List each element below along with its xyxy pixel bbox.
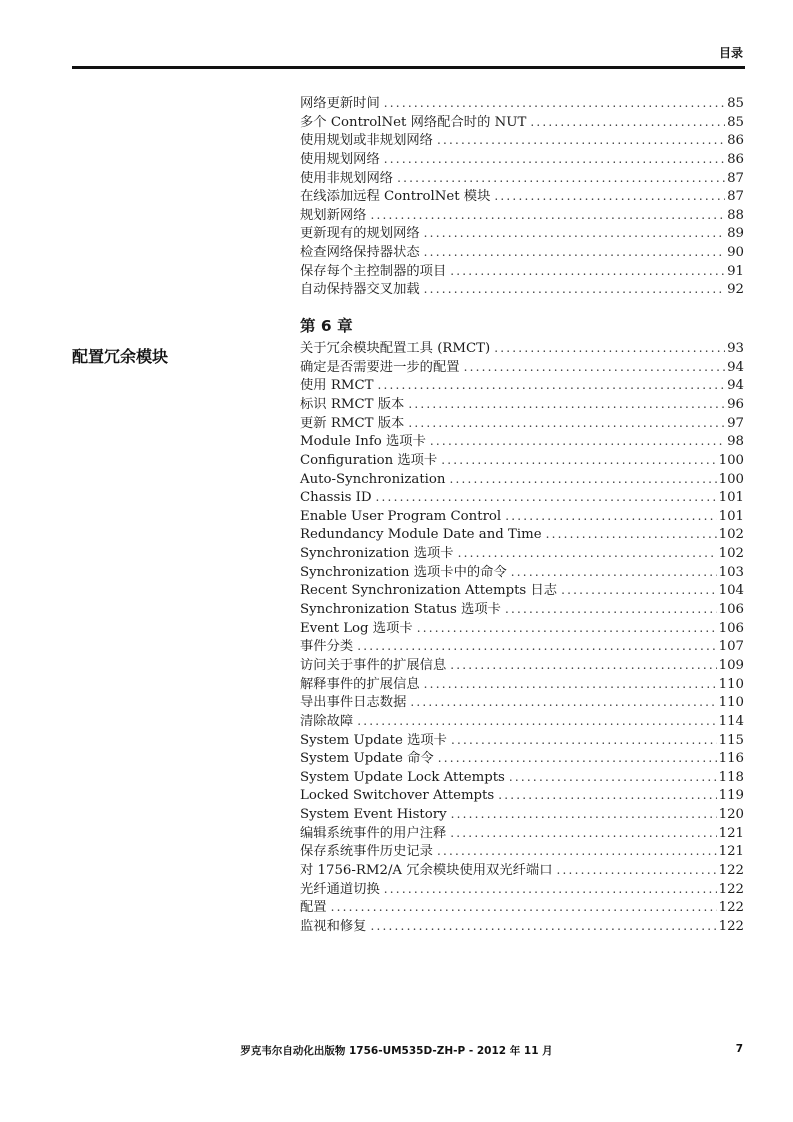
toc-entry-title: 事件分类	[300, 639, 354, 655]
toc-entry-page: 122	[718, 881, 744, 897]
toc-entry-title: 监视和修复	[300, 918, 367, 934]
toc-entry-title: Chassis ID	[300, 490, 372, 506]
toc-entry[interactable]	[300, 358, 744, 377]
toc-entry-page: 97	[727, 415, 744, 431]
toc-entry-page: 86	[727, 133, 744, 149]
toc-dot-leader	[557, 861, 717, 880]
toc-dot-leader	[397, 169, 725, 188]
toc-entry[interactable]	[300, 150, 744, 169]
toc-entry-title: 关于冗余模块配置工具 (RMCT)	[300, 341, 491, 357]
toc-entry-page: 91	[727, 263, 744, 279]
toc-entry-page: 110	[718, 695, 744, 711]
toc-entry-page: 87	[727, 189, 744, 205]
toc-entry-page: 94	[727, 378, 744, 394]
toc-entry[interactable]	[300, 206, 744, 225]
toc-entry-title: Recent Synchronization Attempts 日志	[300, 583, 558, 599]
toc-entry-title: Synchronization 选项卡中的命令	[300, 564, 507, 580]
toc-dot-leader	[494, 339, 725, 358]
toc-dot-leader	[424, 280, 725, 299]
toc-entry-page: 120	[718, 807, 744, 823]
toc-entry-page: 106	[718, 620, 744, 636]
toc-entry-page: 116	[718, 751, 744, 767]
toc-entry-title: 使用规划网络	[300, 151, 380, 167]
toc-entry-title: 检查网络保持器状态	[300, 245, 420, 261]
toc-entry-page: 114	[718, 713, 744, 729]
toc-dot-leader	[376, 488, 717, 507]
toc-entry-title: Redundancy Module Date and Time	[300, 527, 542, 543]
toc-entry[interactable]	[300, 94, 744, 113]
toc-entry-title: 更新现有的规划网络	[300, 226, 420, 242]
toc-entry-title: Module Info 选项卡	[300, 434, 426, 450]
toc-entry-page: 87	[727, 170, 744, 186]
toc-entry-title: 使用非规划网络	[300, 170, 394, 186]
toc-entry-title: 标识 RMCT 版本	[300, 396, 405, 412]
toc-entry-title: 光纤通道切换	[300, 881, 380, 897]
toc-dot-leader	[417, 619, 717, 638]
toc-dot-leader	[546, 525, 717, 544]
toc-entry-title: Synchronization 选项卡	[300, 546, 454, 562]
toc-entry-page: 85	[727, 114, 744, 130]
toc-dot-leader	[437, 131, 725, 150]
toc-entry-title: System Event History	[300, 807, 447, 823]
toc-entry[interactable]	[300, 749, 744, 768]
toc-entry-page: 122	[718, 900, 744, 916]
toc-dot-leader	[424, 675, 717, 694]
toc-entry[interactable]	[300, 432, 744, 451]
toc-entry[interactable]	[300, 786, 744, 805]
toc-dot-leader	[378, 376, 726, 395]
toc-entry-page: 100	[718, 471, 744, 487]
toc-entry-page: 98	[727, 434, 744, 450]
toc-entry-page: 121	[718, 825, 744, 841]
toc-entry-page: 102	[718, 527, 744, 543]
toc-entry-page: 90	[727, 245, 744, 261]
toc-entry[interactable]	[300, 563, 744, 582]
toc-dot-leader	[494, 187, 725, 206]
toc-entry-page: 85	[727, 96, 744, 111]
toc-entry[interactable]	[300, 675, 744, 694]
toc-entry-page: 94	[727, 359, 744, 375]
toc-entry-page: 119	[718, 788, 744, 804]
toc-dot-leader	[441, 451, 716, 470]
toc-entry[interactable]	[300, 243, 744, 262]
toc-entry[interactable]	[300, 507, 744, 526]
toc-entry[interactable]	[300, 414, 744, 433]
toc-dot-leader	[530, 113, 725, 132]
toc-entry[interactable]	[300, 339, 744, 358]
toc-dot-leader	[451, 731, 717, 750]
header-rule	[72, 66, 745, 69]
toc-dot-leader	[384, 150, 725, 169]
toc-entry-title: 更新 RMCT 版本	[300, 415, 405, 431]
toc-entry-title: Event Log 选项卡	[300, 620, 413, 636]
toc-entry[interactable]	[300, 470, 744, 489]
toc-section-previous	[300, 94, 744, 299]
toc-entry[interactable]	[300, 842, 744, 861]
toc-entry-title: System Update 命令	[300, 751, 434, 767]
toc-entry-page: 115	[718, 732, 744, 748]
toc-dot-leader	[384, 880, 717, 899]
toc-entry-title: 使用 RMCT	[300, 378, 374, 394]
toc-entry-page: 122	[718, 918, 744, 934]
toc-entry-page: 100	[718, 452, 744, 468]
toc-dot-leader	[505, 600, 717, 619]
toc-entry[interactable]	[300, 805, 744, 824]
toc-entry-title: System Update Lock Attempts	[300, 769, 505, 785]
toc-entry-page: 92	[727, 282, 744, 298]
toc-dot-leader	[410, 693, 716, 712]
toc-entry-title: 配置	[300, 900, 327, 916]
toc-entry[interactable]	[300, 169, 744, 188]
toc-dot-leader	[424, 243, 725, 262]
toc-entry[interactable]	[300, 525, 744, 544]
toc-entry[interactable]	[300, 917, 744, 936]
toc-entry-title: 在线添加远程 ControlNet 模块	[300, 189, 491, 205]
toc-entry-page: 86	[727, 151, 744, 167]
toc-dot-leader	[509, 768, 717, 787]
toc-entry-page: 102	[718, 546, 744, 562]
toc-entry[interactable]	[300, 113, 744, 132]
toc-entry-title: 保存每个主控制器的项目	[300, 263, 447, 279]
chapter-side-title: 配置冗余模块	[72, 347, 169, 366]
toc-dot-leader	[450, 824, 716, 843]
toc-entry[interactable]	[300, 451, 744, 470]
toc-entry[interactable]	[300, 262, 744, 281]
toc-entry-page: 118	[718, 769, 744, 785]
toc-entry-title: 访问关于事件的扩展信息	[300, 657, 447, 673]
toc-entry[interactable]	[300, 488, 744, 507]
toc-entry[interactable]	[300, 898, 744, 917]
toc-dot-leader	[511, 563, 717, 582]
toc-entry-title: 使用规划或非规划网络	[300, 133, 433, 149]
table-of-contents	[300, 94, 744, 936]
toc-entry-page: 103	[718, 564, 744, 580]
toc-entry[interactable]	[300, 824, 744, 843]
toc-dot-leader	[424, 224, 725, 243]
toc-entry-title: 对 1756-RM2/A 冗余模块使用双光纤端口	[300, 862, 553, 878]
toc-entry-page: 122	[718, 862, 744, 878]
toc-dot-leader	[357, 712, 716, 731]
toc-entry-title: 网络更新时间	[300, 96, 380, 111]
toc-entry-page: 110	[718, 676, 744, 692]
toc-dot-leader	[449, 470, 716, 489]
toc-entry[interactable]	[300, 395, 744, 414]
toc-entry-page: 96	[727, 396, 744, 412]
toc-entry-title: 解释事件的扩展信息	[300, 676, 420, 692]
running-header: 目录	[718, 46, 743, 60]
footer-page-number: 7	[735, 1043, 743, 1055]
toc-dot-leader	[458, 544, 717, 563]
toc-entry[interactable]	[300, 280, 744, 299]
toc-dot-leader	[370, 917, 716, 936]
toc-dot-leader	[450, 262, 725, 281]
toc-entry-page: 89	[727, 226, 744, 242]
toc-entry-page: 88	[727, 207, 744, 223]
toc-entry[interactable]	[300, 861, 744, 880]
toc-entry[interactable]	[300, 712, 744, 731]
toc-entry[interactable]	[300, 656, 744, 675]
toc-dot-leader	[505, 507, 716, 526]
toc-entry-title: 多个 ControlNet 网络配合时的 NUT	[300, 114, 527, 130]
toc-entry-title: Locked Switchover Attempts	[300, 788, 495, 804]
toc-dot-leader	[498, 786, 716, 805]
toc-entry[interactable]	[300, 376, 744, 395]
toc-entry-title: Configuration 选项卡	[300, 452, 438, 468]
toc-entry[interactable]	[300, 731, 744, 750]
toc-entry[interactable]	[300, 131, 744, 150]
toc-entry[interactable]	[300, 187, 744, 206]
toc-dot-leader	[357, 637, 716, 656]
toc-entry[interactable]	[300, 619, 744, 638]
toc-section-chapter-6	[300, 339, 744, 936]
toc-entry-page: 93	[727, 341, 744, 357]
toc-dot-leader	[408, 414, 725, 433]
toc-entry-title: Auto-Synchronization	[300, 471, 446, 487]
toc-entry-title: 确定是否需要进一步的配置	[300, 359, 460, 375]
toc-entry-title: 清除故障	[300, 713, 354, 729]
toc-entry[interactable]	[300, 600, 744, 619]
toc-dot-leader	[370, 206, 725, 225]
toc-entry-title: 编辑系统事件的用户注释	[300, 825, 447, 841]
toc-entry-title: 保存系统事件历史记录	[300, 844, 433, 860]
toc-dot-leader	[464, 358, 726, 377]
toc-entry[interactable]	[300, 637, 744, 656]
toc-entry-page: 106	[718, 602, 744, 618]
toc-entry-page: 101	[718, 490, 744, 506]
toc-dot-leader	[331, 898, 717, 917]
toc-entry[interactable]	[300, 768, 744, 787]
chapter-heading: 第 6 章	[300, 317, 353, 336]
toc-dot-leader	[384, 94, 725, 113]
toc-entry-page: 109	[718, 657, 744, 673]
toc-entry-title: 规划新网络	[300, 207, 367, 223]
toc-entry[interactable]	[300, 880, 744, 899]
toc-dot-leader	[450, 656, 716, 675]
toc-entry-title: Enable User Program Control	[300, 508, 502, 524]
footer-publication: 罗克韦尔自动化出版物 1756-UM535D-ZH-P - 2012 年 11 月	[240, 1045, 553, 1057]
toc-entry-page: 107	[718, 639, 744, 655]
toc-entry[interactable]	[300, 693, 744, 712]
toc-entry[interactable]	[300, 224, 744, 243]
toc-entry-title: Synchronization Status 选项卡	[300, 602, 501, 618]
toc-dot-leader	[438, 749, 717, 768]
toc-dot-leader	[451, 805, 717, 824]
toc-entry-title: 自动保持器交叉加载	[300, 282, 420, 298]
toc-entry-page: 121	[718, 844, 744, 860]
toc-dot-leader	[408, 395, 725, 414]
toc-entry[interactable]	[300, 581, 744, 600]
toc-dot-leader	[437, 842, 717, 861]
toc-dot-leader	[561, 581, 717, 600]
toc-entry-page: 101	[718, 508, 744, 524]
toc-dot-leader	[430, 432, 725, 451]
toc-entry-title: 导出事件日志数据	[300, 695, 407, 711]
toc-entry-title: System Update 选项卡	[300, 732, 447, 748]
toc-entry-page: 104	[718, 583, 744, 599]
toc-entry[interactable]	[300, 544, 744, 563]
